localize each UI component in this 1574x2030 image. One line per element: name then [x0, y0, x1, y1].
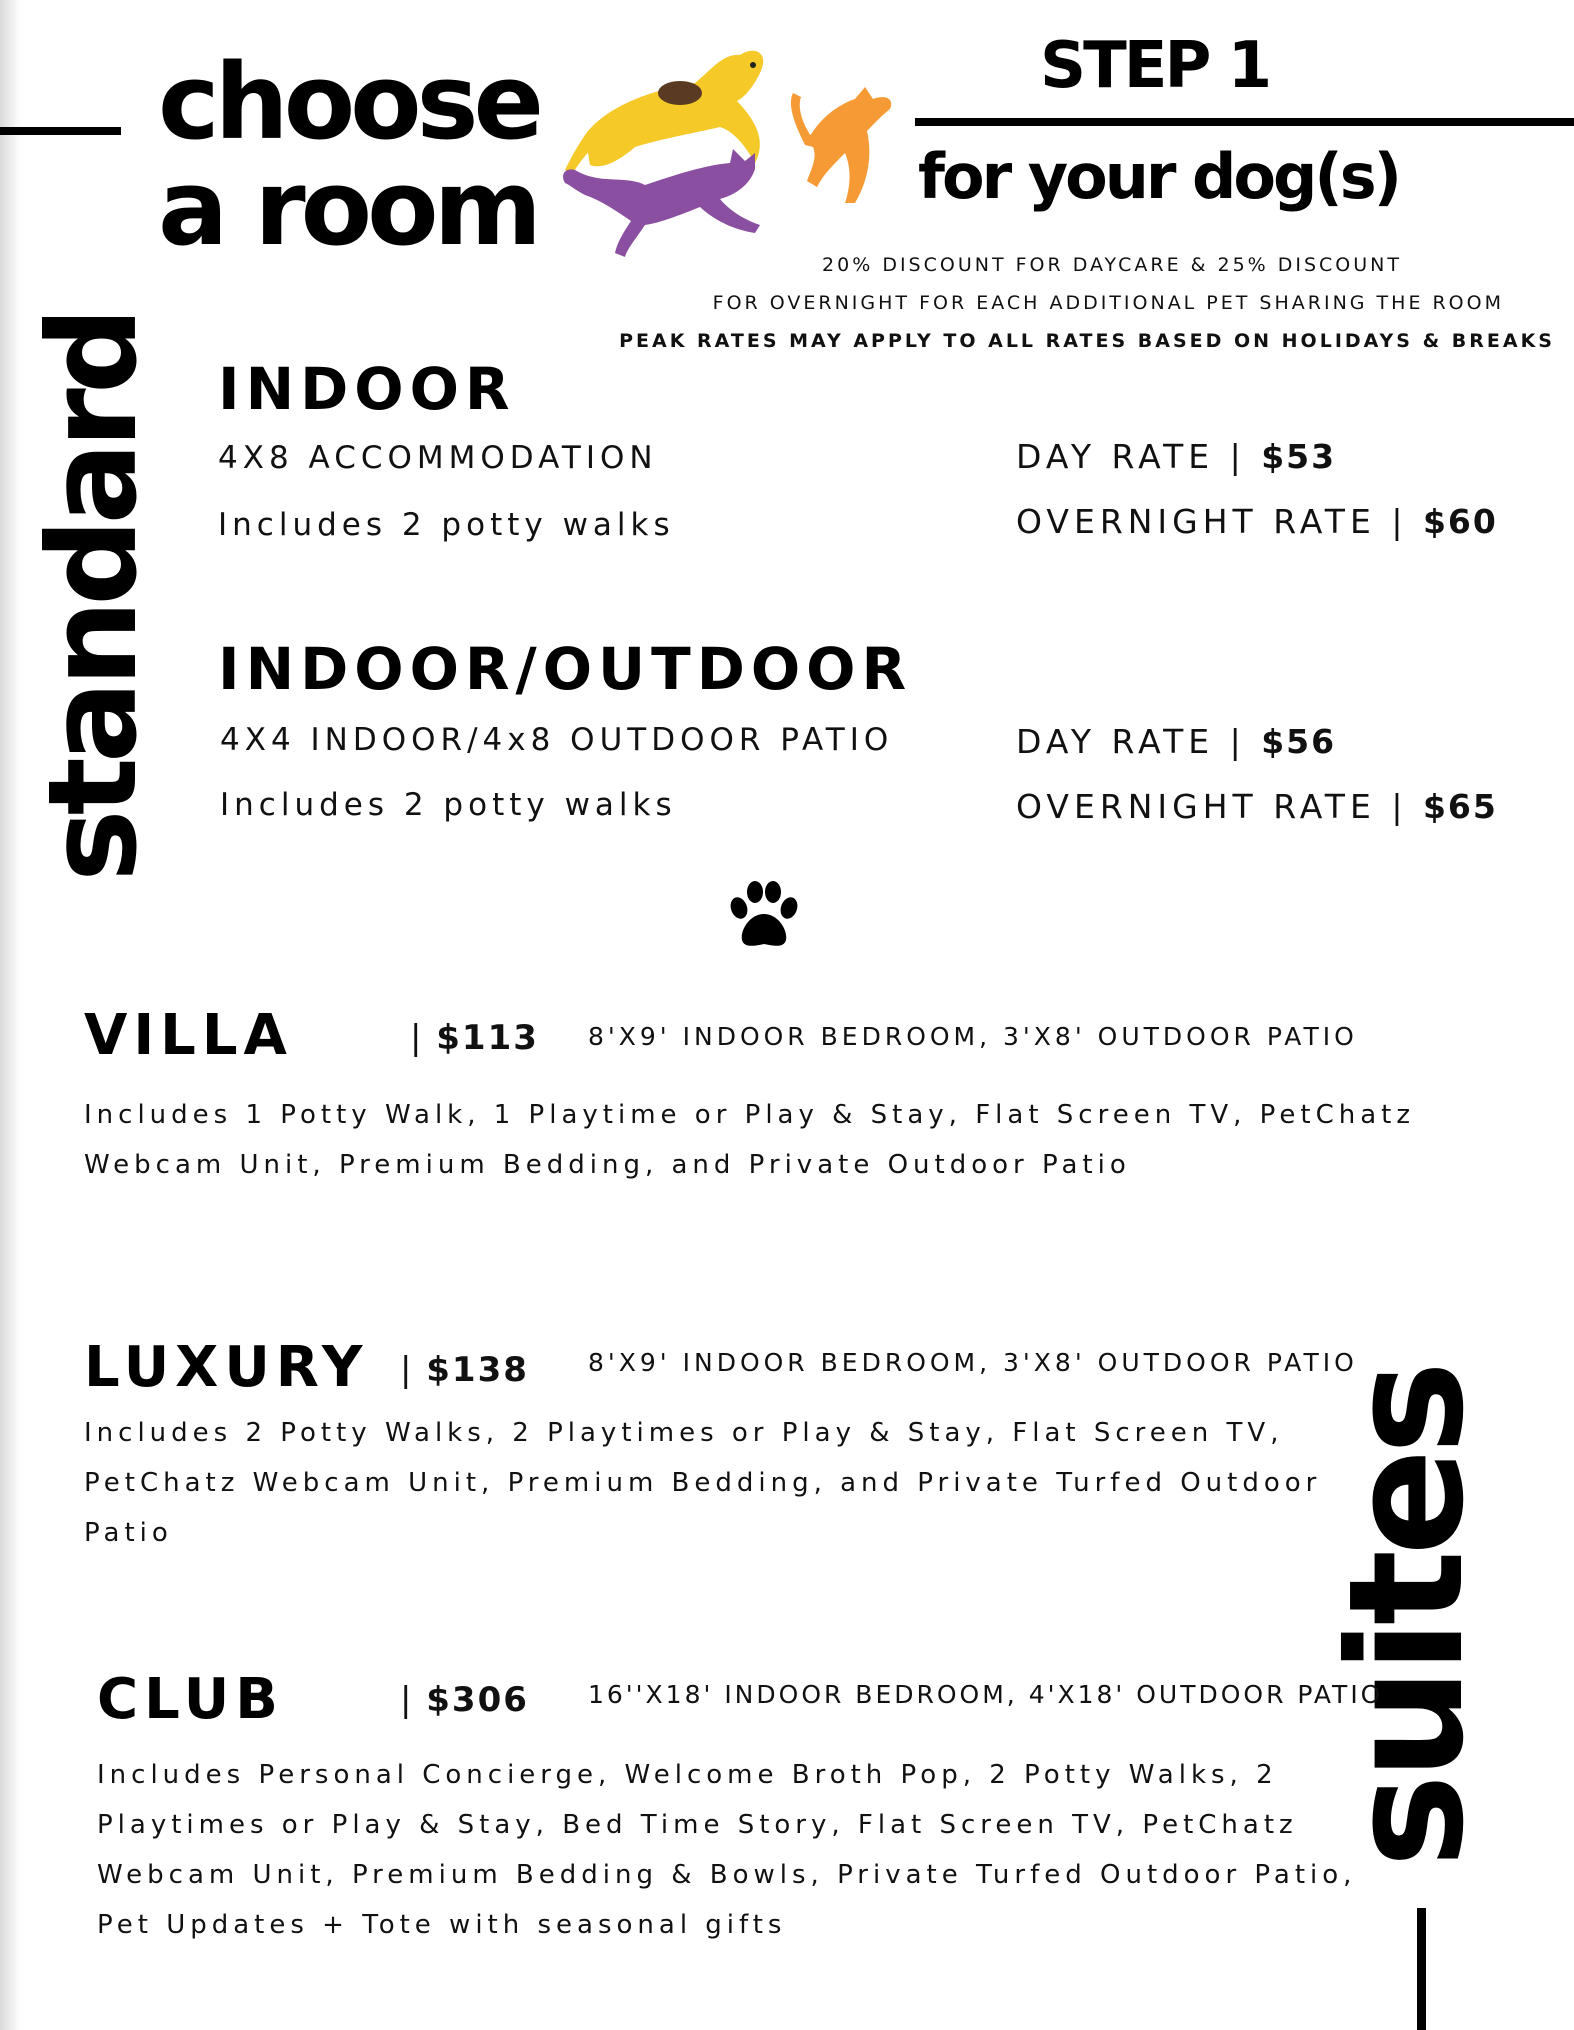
suite-desc-club-line-1: Includes Personal Concierge, Welcome Broth Pop, 2 Potty Walks, 2 — [97, 1760, 1278, 1790]
room-includes-indoor: Includes 2 potty walks — [218, 507, 675, 543]
room-name-indoor-outdoor: INDOOR/OUTDOOR — [218, 635, 913, 703]
suite-name-club: CLUB — [97, 1667, 284, 1732]
suite-desc-luxury-line-2: PetChatz Webcam Unit, Premium Bedding, and Private Turfed Outdoor — [84, 1468, 1322, 1498]
suite-name-villa: VILLA — [84, 1003, 293, 1068]
subtitle: for your dog(s) — [918, 140, 1399, 213]
suite-desc-villa-line-2: Webcam Unit, Premium Bedding, and Private Outdoor Patio — [84, 1150, 1131, 1180]
day-rate-price: $56 — [1261, 722, 1337, 761]
room-size-indoor-outdoor: 4X4 INDOOR/4x8 OUTDOOR PATIO — [220, 722, 894, 758]
day-rate-indoor: DAY RATE | $53 — [1016, 437, 1337, 476]
suite-desc-luxury-line-3: Patio — [84, 1518, 173, 1548]
day-rate-indoor-outdoor: DAY RATE | $56 — [1016, 722, 1337, 761]
suite-name-luxury: LUXURY — [84, 1335, 369, 1400]
overnight-rate-indoor-outdoor: OVERNIGHT RATE | $65 — [1016, 787, 1498, 826]
suite-price-villa: | $113 — [410, 1018, 539, 1058]
header-right-rule — [915, 118, 1574, 126]
step-label: STEP 1 — [1040, 29, 1270, 103]
day-rate-price: $53 — [1261, 437, 1337, 476]
overnight-rate-indoor: OVERNIGHT RATE | $60 — [1016, 502, 1498, 541]
suite-price-club: | $306 — [400, 1680, 529, 1720]
overnight-rate-price: $60 — [1422, 502, 1498, 541]
suite-size-luxury: 8'X9' INDOOR BEDROOM, 3'X8' OUTDOOR PATIO — [588, 1348, 1358, 1377]
day-rate-label: DAY RATE — [1016, 722, 1215, 761]
suites-side-label: suites — [1315, 1366, 1499, 1868]
page-edge-shadow — [0, 0, 22, 2030]
suite-size-club: 16''X18' INDOOR BEDROOM, 4'X18' OUTDOOR PATIO — [588, 1680, 1384, 1709]
paw-print-icon — [726, 880, 802, 950]
standard-side-label: standard — [22, 312, 164, 882]
peak-rates-note: PEAK RATES MAY APPLY TO ALL RATES BASED ON HOLIDAYS & BREAKS — [619, 330, 1555, 352]
price-value: $113 — [436, 1018, 539, 1058]
discount-line-1: 20% DISCOUNT FOR DAYCARE & 25% DISCOUNT — [822, 254, 1402, 276]
title-line-1: choose — [158, 41, 540, 163]
suite-desc-villa-line-1: Includes 1 Potty Walk, 1 Playtime or Play & Stay, Flat Screen TV, PetChatz — [84, 1100, 1415, 1130]
header-left-rule — [0, 127, 121, 135]
room-size-indoor: 4X8 ACCOMMODATION — [218, 440, 658, 476]
suite-size-villa: 8'X9' INDOOR BEDROOM, 3'X8' OUTDOOR PATIO — [588, 1022, 1358, 1051]
overnight-rate-label: OVERNIGHT RATE — [1016, 502, 1376, 541]
overnight-rate-price: $65 — [1422, 787, 1498, 826]
overnight-rate-label: OVERNIGHT RATE — [1016, 787, 1376, 826]
suite-desc-club-line-3: Webcam Unit, Premium Bedding & Bowls, Private Turfed Outdoor Patio, — [97, 1860, 1357, 1890]
price-value: $306 — [426, 1680, 529, 1720]
room-includes-indoor-outdoor: Includes 2 potty walks — [220, 787, 677, 823]
price-value: $138 — [426, 1350, 529, 1390]
suite-desc-luxury-line-1: Includes 2 Potty Walks, 2 Playtimes or Play & Stay, Flat Screen TV, — [84, 1418, 1284, 1448]
suite-desc-club-line-2: Playtimes or Play & Stay, Bed Time Story, Flat Screen TV, PetChatz — [97, 1810, 1298, 1840]
day-rate-label: DAY RATE — [1016, 437, 1215, 476]
pets-illustration — [555, 35, 895, 260]
suites-vertical-rule — [1417, 1908, 1426, 2030]
discount-line-2: FOR OVERNIGHT FOR EACH ADDITIONAL PET SHARING THE ROOM — [712, 292, 1504, 314]
suite-desc-club-line-4: Pet Updates + Tote with seasonal gifts — [97, 1910, 787, 1940]
suite-price-luxury: | $138 — [400, 1350, 529, 1390]
title-line-2: a room — [158, 147, 537, 269]
orange-cat-icon — [791, 87, 891, 203]
room-name-indoor: INDOOR — [218, 355, 516, 423]
